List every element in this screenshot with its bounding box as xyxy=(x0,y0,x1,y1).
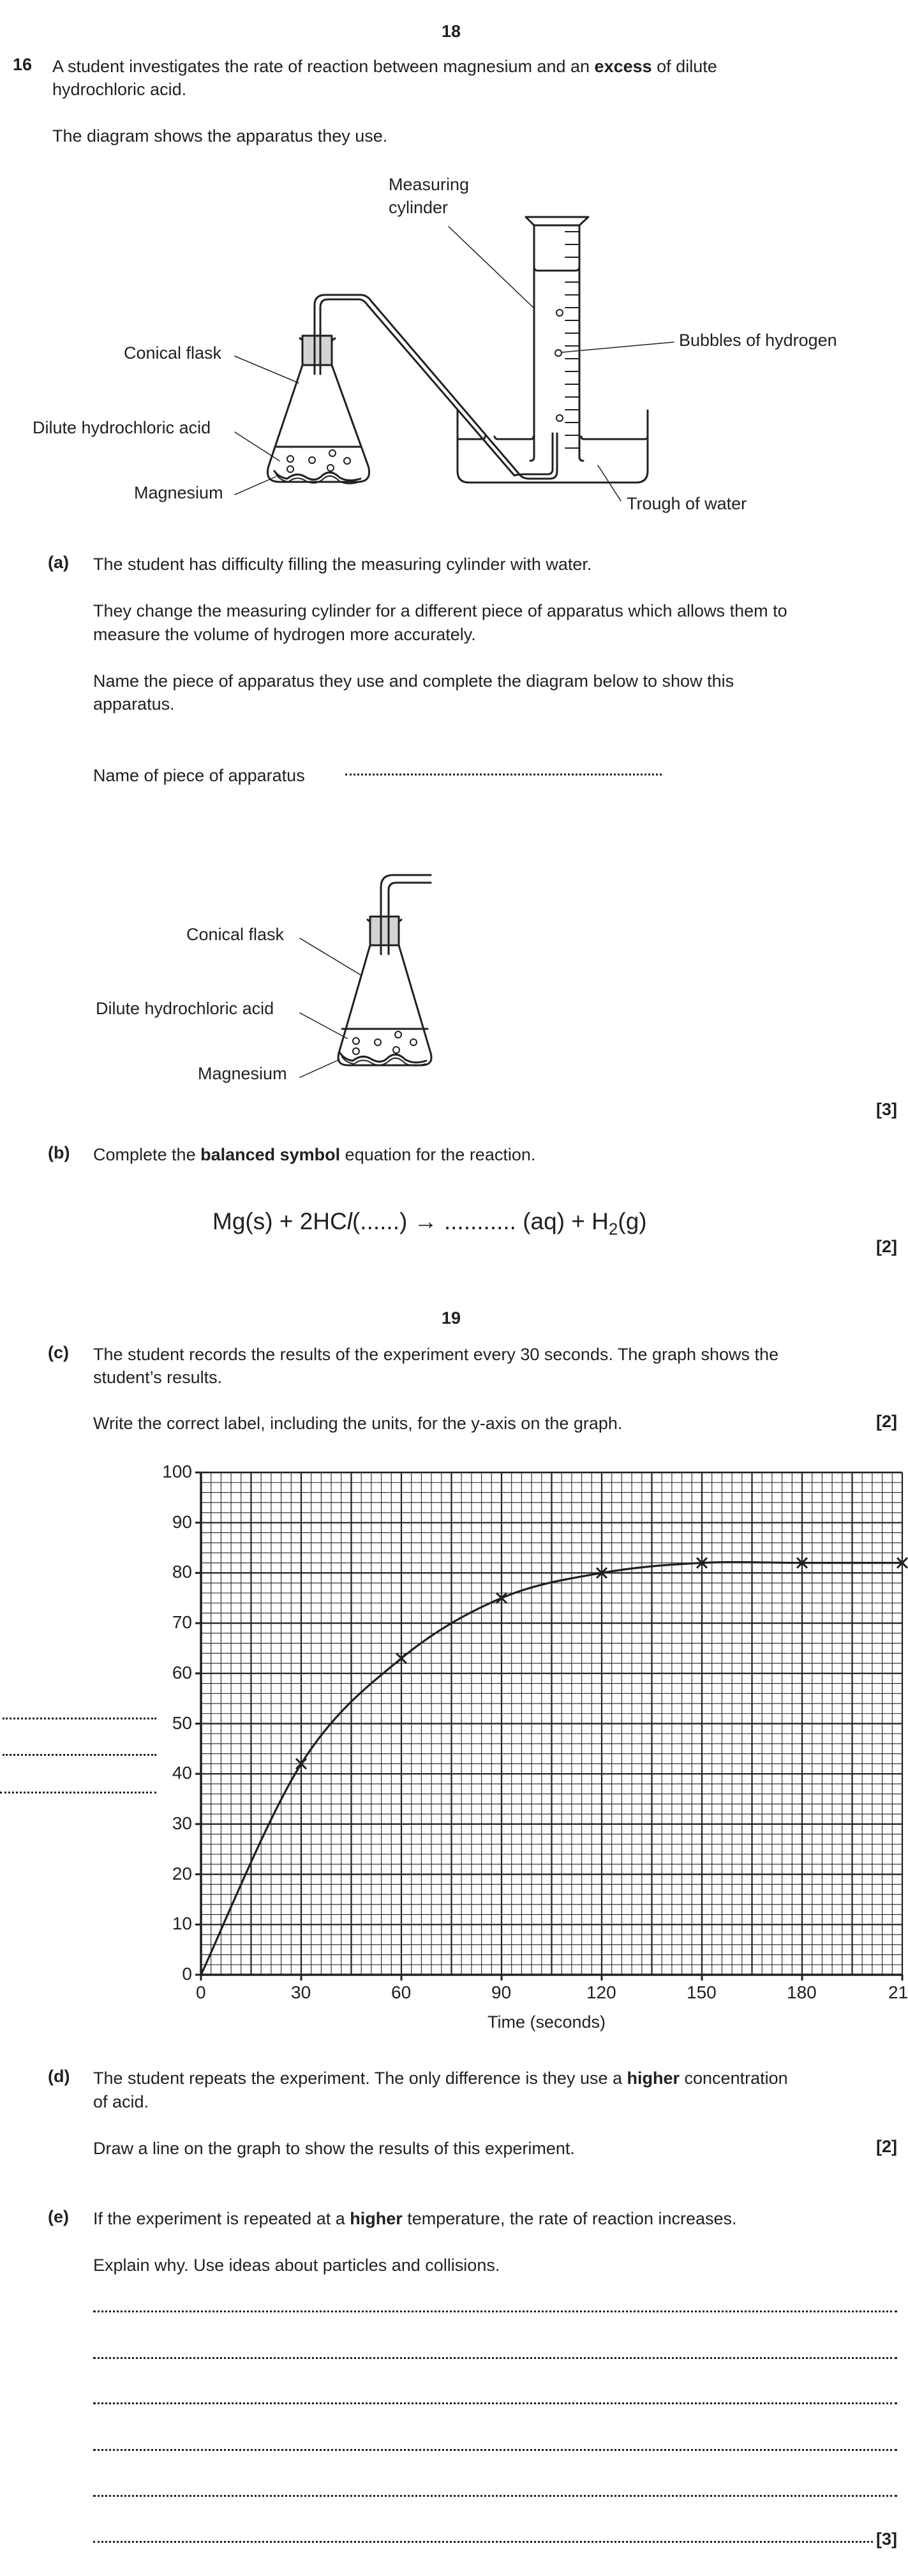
part-d-line1: The student repeats the experiment. The only difference is they use a higher concentration xyxy=(93,2069,788,2088)
y-tick-label: 20 xyxy=(172,1863,192,1883)
y-tick-label: 90 xyxy=(172,1511,192,1532)
x-tick-label: 0 xyxy=(196,1982,206,2002)
x-tick-label: 120 xyxy=(586,1982,616,2002)
x-tick-label: 21 xyxy=(888,1982,908,2002)
part-d-line2: of acid. xyxy=(93,2092,149,2111)
part-c-marks: [2] xyxy=(876,1412,897,1431)
label-magnesium: Magnesium xyxy=(134,483,223,502)
answer-line-4[interactable] xyxy=(93,2449,897,2451)
part-c-line1: The student records the results of the experiment every 30 seconds. The graph shows the xyxy=(93,1345,779,1364)
label-conical-flask-2: Conical flask xyxy=(186,925,285,944)
apparatus-name-prompt: Name of piece of apparatus xyxy=(93,766,305,785)
label-conical-flask: Conical flask xyxy=(124,343,222,363)
part-a-marks: [3] xyxy=(876,1100,897,1119)
part-b-marks: [2] xyxy=(876,1237,897,1256)
y-tick-label: 100 xyxy=(162,1462,192,1481)
reaction-equation: Mg(s) + 2HCl(......) → ........... $(aq) + H_2(g)$ xyxy=(212,1208,647,1239)
part-a-line1: The student has difficulty filling the measuring cylinder with water. xyxy=(93,555,592,574)
y-tick-label: 70 xyxy=(172,1612,192,1633)
x-tick-label: 180 xyxy=(787,1982,817,2002)
part-b-text: Complete the balanced symbol equation for the reaction. xyxy=(93,1145,536,1164)
answer-line-1[interactable] xyxy=(93,2310,897,2312)
y-tick-label: 60 xyxy=(172,1662,192,1682)
part-d-label: (d) xyxy=(48,2067,70,2086)
part-c-line3: Write the correct label, including the units, for the y-axis on the graph. xyxy=(93,1414,623,1433)
part-a-line3: measure the volume of hydrogen more accurately. xyxy=(93,625,476,644)
answer-line-2[interactable] xyxy=(93,2357,897,2359)
x-axis-label: Time (seconds) xyxy=(487,2012,606,2032)
part-c-label: (c) xyxy=(48,1343,69,1362)
question-intro-line1: A student investigates the rate of reaction between magnesium and an excess of dilute xyxy=(52,57,717,76)
x-tick-label: 30 xyxy=(291,1982,311,2002)
part-c-line2: student’s results. xyxy=(93,1368,223,1387)
product-blank[interactable]: ........... xyxy=(443,1208,516,1234)
label-magnesium-2: Magnesium xyxy=(198,1064,287,1083)
state-symbol-blank[interactable]: (......) xyxy=(352,1208,408,1234)
label-dilute-acid: Dilute hydrochloric acid xyxy=(33,418,211,437)
part-e-line1: If the experiment is repeated at a higher temperature, the rate of reaction increases. xyxy=(93,2209,737,2228)
page-number: 18 xyxy=(441,22,461,41)
question-intro-line2: hydrochloric acid. xyxy=(52,80,187,99)
part-a-line2: They change the measuring cylinder for a different piece of apparatus which allows them to xyxy=(93,601,787,620)
y-tick-label: 30 xyxy=(172,1813,192,1833)
y-tick-label: 10 xyxy=(172,1913,192,1934)
label-measuring-cylinder-line2: cylinder xyxy=(389,198,449,217)
answer-line-6[interactable] xyxy=(93,2541,873,2543)
y-tick-label: 50 xyxy=(172,1712,192,1733)
y-tick-label: 80 xyxy=(172,1562,192,1582)
label-measuring-cylinder-line1: Measuring xyxy=(389,175,470,194)
label-trough-of-water: Trough of water xyxy=(627,494,747,513)
diagram-caption: The diagram shows the apparatus they use. xyxy=(52,126,388,146)
page-number: 19 xyxy=(441,1308,461,1328)
part-d-line3: Draw a line on the graph to show the results of this experiment. xyxy=(93,2139,575,2158)
y-tick-label: 40 xyxy=(172,1763,192,1783)
label-dilute-acid-2: Dilute hydrochloric acid xyxy=(96,999,274,1018)
part-a-line4: Name the piece of apparatus they use and complete the diagram below to show this xyxy=(93,671,734,691)
answer-line-3[interactable] xyxy=(93,2402,897,2404)
part-b-label: (b) xyxy=(48,1143,70,1162)
part-e-marks: [3] xyxy=(876,2529,897,2549)
label-bubbles-of-hydrogen: Bubbles of hydrogen xyxy=(679,331,837,350)
question-number: 16 xyxy=(13,55,33,74)
x-tick-label: 150 xyxy=(687,1982,717,2002)
part-a-line5: apparatus. xyxy=(93,694,175,714)
x-tick-label: 60 xyxy=(391,1982,412,2002)
part-e-line2: Explain why. Use ideas about particles and collisions. xyxy=(93,2256,500,2275)
answer-line-5[interactable] xyxy=(93,2495,897,2497)
part-e-label: (e) xyxy=(48,2207,69,2226)
part-a-label: (a) xyxy=(48,553,69,572)
y-tick-label: 0 xyxy=(182,1964,192,1984)
part-d-marks: [2] xyxy=(876,2137,897,2156)
x-tick-label: 90 xyxy=(491,1982,512,2002)
